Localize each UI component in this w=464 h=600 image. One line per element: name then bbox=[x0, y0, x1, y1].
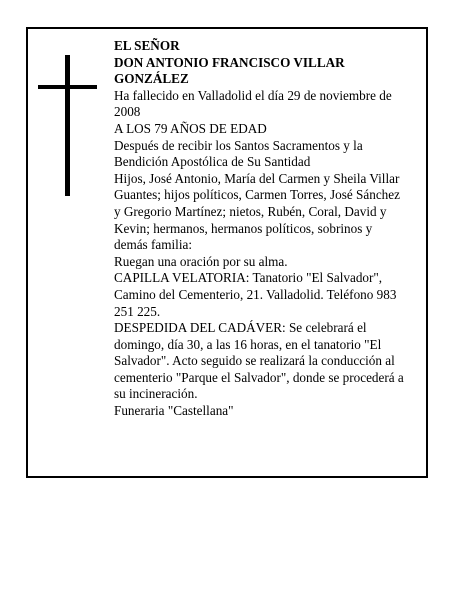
chapel-info: CAPILLA VELATORIA: Tanatorio "El Salvador", Camino del Cementerio, 21. Valladolid. Teléfono 983 251 225. bbox=[114, 270, 397, 319]
age-statement: A LOS 79 AÑOS DE EDAD bbox=[114, 120, 267, 136]
family-list: Hijos, José Antonio, María del Carmen y Sheila Villar Guantes; hijos políticos, Carmen Torres, José Sánchez y Gregorio Martínez; nietos, Rubén, Coral, David y Kevin; hermanos, hermanos políticos, sobrinos y demás familia: bbox=[114, 170, 400, 253]
death-statement: Ha fallecido en Valladolid el día 29 de noviembre de 2008 bbox=[114, 87, 392, 120]
sacraments-statement: Después de recibir los Santos Sacramentos y la Bendición Apostólica de Su Santidad bbox=[114, 137, 363, 170]
deceased-name: DON ANTONIO FRANCISCO VILLAR GONZÁLEZ bbox=[114, 54, 345, 87]
farewell-info: DESPEDIDA DEL CADÁVER: Se celebrará el domingo, día 30, a las 16 horas, en el tanatorio "El Salvador". Acto seguido se realizará la conducción al cementerio "Parque el Salvador", donde se procederá a su incineración. bbox=[114, 320, 404, 402]
cross-icon-horizontal-bar bbox=[38, 85, 97, 89]
obituary-text bbox=[114, 38, 406, 420]
funeral-home: Funeraria "Castellana" bbox=[114, 403, 234, 419]
cross-icon-vertical-bar bbox=[65, 55, 70, 196]
title-line: EL SEÑOR bbox=[114, 38, 180, 53]
prayer-request: Ruegan una oración por su alma. bbox=[114, 253, 288, 269]
